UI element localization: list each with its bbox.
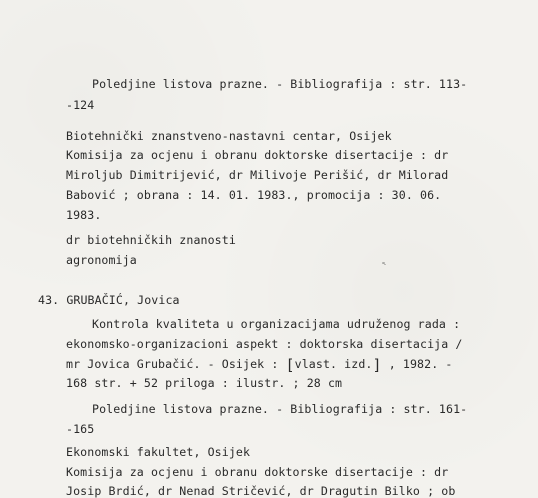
entry-43-institution-line-3: Josip Brdić, dr Nenad Stričević, dr Dragutin Bilko ; ob	[66, 484, 456, 498]
entry-42-institution-line-5: 1983.	[66, 208, 102, 222]
entry-42-degree-line-2: agronomija	[66, 253, 137, 267]
entry-42-notes-line-2: -124	[66, 98, 95, 112]
imprint-publisher: vlast. izd.	[294, 357, 373, 371]
imprint-statement: mr Jovica Grubačić. - Osijek :	[66, 357, 286, 371]
entry-42-institution-line-3: Miroljub Dimitrijević, dr Milivoje Perišić, dr Milorad	[66, 168, 449, 182]
entry-43-notes-line-1: Poledjine listova prazne. - Bibliografija : str. 161-	[92, 402, 468, 416]
bracket-open: [	[285, 356, 295, 374]
entry-43-extent: 168 str. + 52 priloga : ilustr. ; 28 cm	[66, 376, 343, 390]
scan-speck	[384, 264, 386, 265]
entry-42-degree-line-1: dr biotehničkih znanosti	[66, 233, 236, 247]
entry-43-institution-line-1: Ekonomski fakultet, Osijek	[66, 445, 251, 459]
entry-42-institution-line-2: Komisija za ocjenu i obranu doktorske disertacije : dr	[66, 148, 449, 162]
entry-43-imprint-line	[66, 358, 452, 373]
imprint-year: , 1982. -	[381, 357, 453, 371]
entry-42-institution-line-1: Biotehnički znanstveno-nastavni centar, Osijek	[66, 129, 392, 143]
entry-42-notes-line-1: Poledjine listova prazne. - Bibliografija : str. 113-	[92, 77, 468, 91]
entry-43-heading: 43. GRUBAČIĆ, Jovica	[38, 293, 180, 307]
entry-43-title-line-1: Kontrola kvaliteta u organizacijama udruženog rada :	[92, 317, 461, 331]
bracket-close: ]	[372, 356, 382, 374]
entry-42-institution-line-4: Babović ; obrana : 14. 01. 1983., promocija : 30. 06.	[66, 188, 442, 202]
entry-43-title-line-2: ekonomsko-organizacioni aspekt : doktorska disertacija /	[66, 337, 463, 351]
entry-43-notes-line-2: -165	[66, 422, 95, 436]
entry-43-institution-line-2: Komisija za ocjenu i obranu doktorske disertacije : dr	[66, 465, 449, 479]
